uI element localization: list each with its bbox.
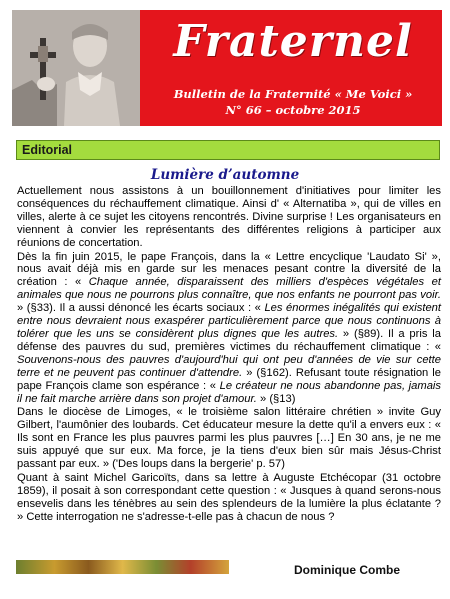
- quote: Le créateur ne nous abandonne pas, jamais il ne fait marche arrière dans son projet d'amour.: [17, 379, 442, 405]
- paragraph-1: Actuellement nous assistons à un bouillonnement d'initiatives pour limiter les conséquences du réchauffement climatique. Ainsi d' « Alternatiba », qui de villes en villes, alerte à ce sujet les citoyens rencontrés. Divine surprise ! Les organisateurs en viennent à convier les représentants des différentes religions à participer aux réunions de concertation.: [17, 185, 441, 249]
- newsletter-title: Fraternel: [173, 16, 413, 67]
- quote: Souvenons-nous des pauvres d'aujourd'hui qui ont peu d'années de vie sur cette terre et ne peuvent pas continuer d'attendre.: [17, 353, 441, 379]
- paragraph-4: Quant à saint Michel Garicoïts, dans sa lettre à Auguste Etchécopar (31 octobre 1859), il posait à son correspondant cette question : « Jusques à quand serons-nous ensevelis dans les ténèbres au sein des splendeurs de la lumière la plus éclatante ? » Cette interrogation ne s'adresse-t-elle pas à chacun de nous ?: [17, 471, 441, 523]
- autumn-leaves-image: [16, 560, 229, 574]
- statue-illustration: [12, 10, 140, 126]
- paragraph-2: Dès la fin juin 2015, le pape François, dans la « Lettre encyclique 'Laudato Si' », nous avait déjà mis en garde sur les menaces pesant contre la diversité de la création : « Chaque année, disparaissent des milliers d'espèces végétales et animales que nous ne pourrons plus connaître, que nos enfants ne pourront pas voir. » (§33). Il a aussi dénoncé les écarts sociaux : « Les énormes inégalités qui existent entre nous devraient nous exaspérer particulièrement parce que nous continuons à tolérer que les uns se considèrent plus dignes que les autres. » (§89). Il a pris la défense des pauvres du sud, premières victimes du réchauffement climatique : « Souvenons-nous des pauvres d'aujourd'hui qui ont peu d'années de vie sur cette terre et ne peuvent pas continuer d'attendre. » (§162). Refusant toute résignation le pape François clame son espérance : « Le créateur ne nous abandonne pas, jamais il ne fait marche arrière dans son projet d'amour. » (§13): [17, 250, 442, 405]
- subtitle-line-1: Bulletin de la Fraternité « Me Voici »: [173, 87, 413, 101]
- section-header: [16, 140, 440, 160]
- paragraph-3: Dans le diocèse de Limoges, « le troisième salon littéraire chrétien » invite Guy Gilbert, l'aumônier des loubards. Cet éducateur mesure la dette qu'il a envers eux : « Ils sont en France les plus pauvres parmi les plus pauvres […] En 30 ans, je ne me suis appuyé que sur eux. Ma force, je la tiens d'eux bien sûr mais Jésus-Christ passant par eux. » ('Des loups dans la bergerie' p. 57): [17, 406, 441, 471]
- quote: Chaque année, disparaissent des milliers d'espèces végétales et animales que nous ne pourrons plus connaître, que nos enfants ne pourront pas voir.: [17, 276, 441, 302]
- masthead-banner: [12, 10, 442, 126]
- statue-photo: [12, 10, 140, 126]
- issue-number: N° 66 – octobre 2015: [225, 103, 361, 117]
- author-signature: Dominique Combe: [294, 563, 401, 577]
- article-body: [17, 185, 441, 525]
- section-label: Editorial: [22, 143, 73, 157]
- article-title: Lumière d’automne: [150, 167, 300, 183]
- newsletter-subtitle: [148, 86, 438, 118]
- quote: Les énormes inégalités qui existent entre nous devraient nous exaspérer particulièrement parce que nous continuons à tolérer que les uns se considèrent plus dignes que les autres.: [17, 302, 441, 340]
